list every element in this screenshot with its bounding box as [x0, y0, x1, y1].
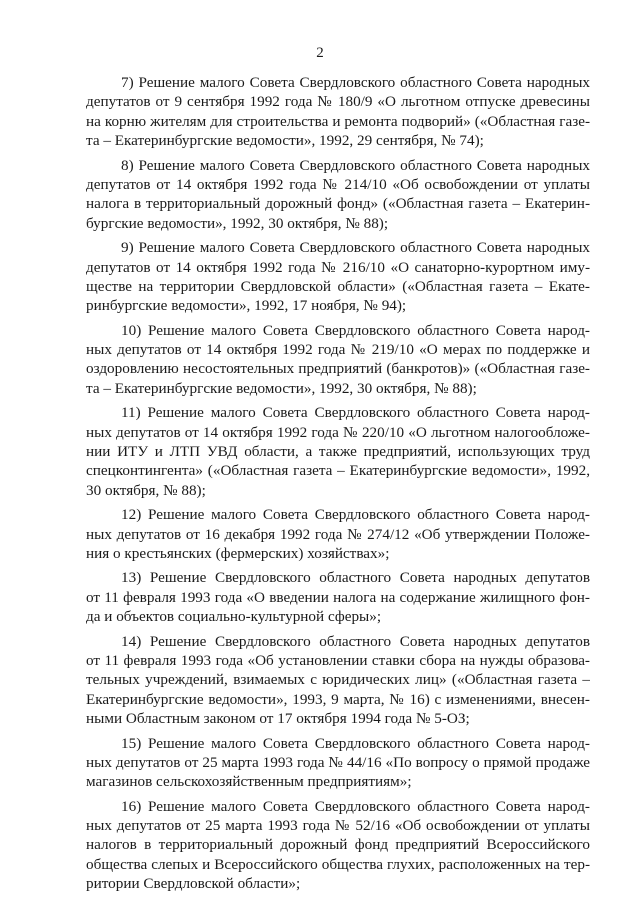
text-line: налога в территориальный дорожный фонд» («Областная газета – Екатерин- [86, 195, 590, 213]
list-item [86, 403, 590, 500]
text-line: от 11 февраля 1993 года «Об установлении ставки сбора на нужды образова- [86, 651, 590, 669]
text-line: ных депутатов от 25 марта 1993 года № 52/16 «Об освобождении от уплаты [86, 817, 590, 835]
list-item [86, 632, 590, 729]
text-line: спецконтингента» («Областная газета – Екатеринбургские ведомости», 1992, [86, 462, 590, 480]
text-line: 13) Решение Свердловского областного Совета народных депутатов [121, 569, 590, 587]
text-line: бургские ведомости», 1992, 30 октября, № 88); [86, 214, 389, 232]
text-line: ритории Свердловской области»; [86, 875, 301, 893]
list-item [86, 73, 590, 151]
text-line: 12) Решение малого Совета Свердловского областного Совета народ- [121, 506, 590, 524]
text-line: от 11 февраля 1993 года «О введении налога на содержание жилищного фон- [86, 588, 590, 606]
text-line: 11) Решение малого Совета Свердловского областного Совета народ- [121, 404, 590, 422]
text-line: депутатов от 14 октября 1992 года № 214/10 «Об освобождении от уплаты [86, 175, 590, 193]
text-line: на корню жителям для строительства и ремонта подворий» («Областная газе- [86, 112, 590, 130]
text-line: оздоровлению несостоятельных предприятий (банкротов)» («Областная газе- [86, 360, 590, 378]
text-line: ных депутатов от 14 октября 1992 года № 219/10 «О мерах по поддержке и [86, 341, 590, 359]
text-line: Екатеринбургские ведомости», 1993, 9 марта, № 16) с изменениями, внесен- [86, 690, 590, 708]
page-number: 2 [316, 45, 324, 61]
text-line: 7) Решение малого Совета Свердловского областного Совета народных [121, 74, 590, 91]
text-line: 15) Решение малого Совета Свердловского областного Совета народ- [121, 734, 590, 752]
text-line: ных депутатов от 25 марта 1993 года № 44/16 «По вопросу о прямой продаже [86, 753, 590, 771]
text-line: депутатов от 9 сентября 1992 года № 180/9 «О льготном отпуске древесины [86, 93, 590, 111]
text-line: общества слепых и Всероссийского общества глухих, расположенных на тер- [86, 855, 590, 873]
text-line: депутатов от 14 октября 1992 года № 216/10 «О санаторно-курортном иму- [86, 258, 590, 276]
text-line: та – Екатеринбургские ведомости», 1992, 29 сентября, № 74); [86, 132, 484, 150]
text-line: 14) Решение Свердловского областного Совета народных депутатов [121, 632, 590, 650]
text-line: 30 октября, № 88); [86, 481, 206, 499]
list-item [86, 238, 590, 316]
text-line: 10) Решение малого Совета Свердловского областного Совета народ- [121, 321, 590, 339]
text-line: 9) Решение малого Совета Свердловского областного Совета народных [121, 239, 590, 257]
document-body [86, 73, 590, 899]
text-line: ных депутатов от 14 октября 1992 года № 220/10 «О льготном налогообложе- [86, 423, 590, 441]
list-item [86, 734, 590, 792]
list-item [86, 568, 590, 626]
text-line: магазинов сельскохозяйственным предприятиям»; [86, 773, 412, 791]
text-line: тельных учреждений, взимаемых с юридических лиц» («Областная газета – [86, 671, 590, 689]
list-item [86, 321, 590, 399]
text-line: ния о крестьянских (фермерских) хозяйствах»; [86, 544, 390, 562]
text-line: нии ИТУ и ЛТП УВД области, а также предприятий, использующих труд [86, 443, 590, 461]
text-line: та – Екатеринбургские ведомости», 1992, 30 октября, № 88); [86, 379, 477, 397]
text-line: 8) Решение малого Совета Свердловского областного Совета народных [121, 156, 590, 174]
text-line: налогов в территориальный дорожный фонд предприятий Всероссийского [86, 836, 590, 854]
text-line: ных депутатов от 16 декабря 1992 года № 274/12 «Об утверждении Положе- [86, 525, 590, 543]
text-line: 16) Решение малого Совета Свердловского областного Совета народ- [121, 797, 590, 815]
text-line: ринбургские ведомости», 1992, 17 ноября, № 94); [86, 297, 407, 315]
text-line: да и объектов социально-культурной сферы»; [86, 608, 382, 626]
list-item [86, 797, 590, 894]
list-item [86, 156, 590, 234]
text-line: ществе на территории Свердловской области» («Областная газета – Екате- [86, 277, 590, 295]
text-line: ными Областным законом от 17 октября 1994 года № 5-ОЗ; [86, 710, 470, 728]
list-item [86, 505, 590, 563]
